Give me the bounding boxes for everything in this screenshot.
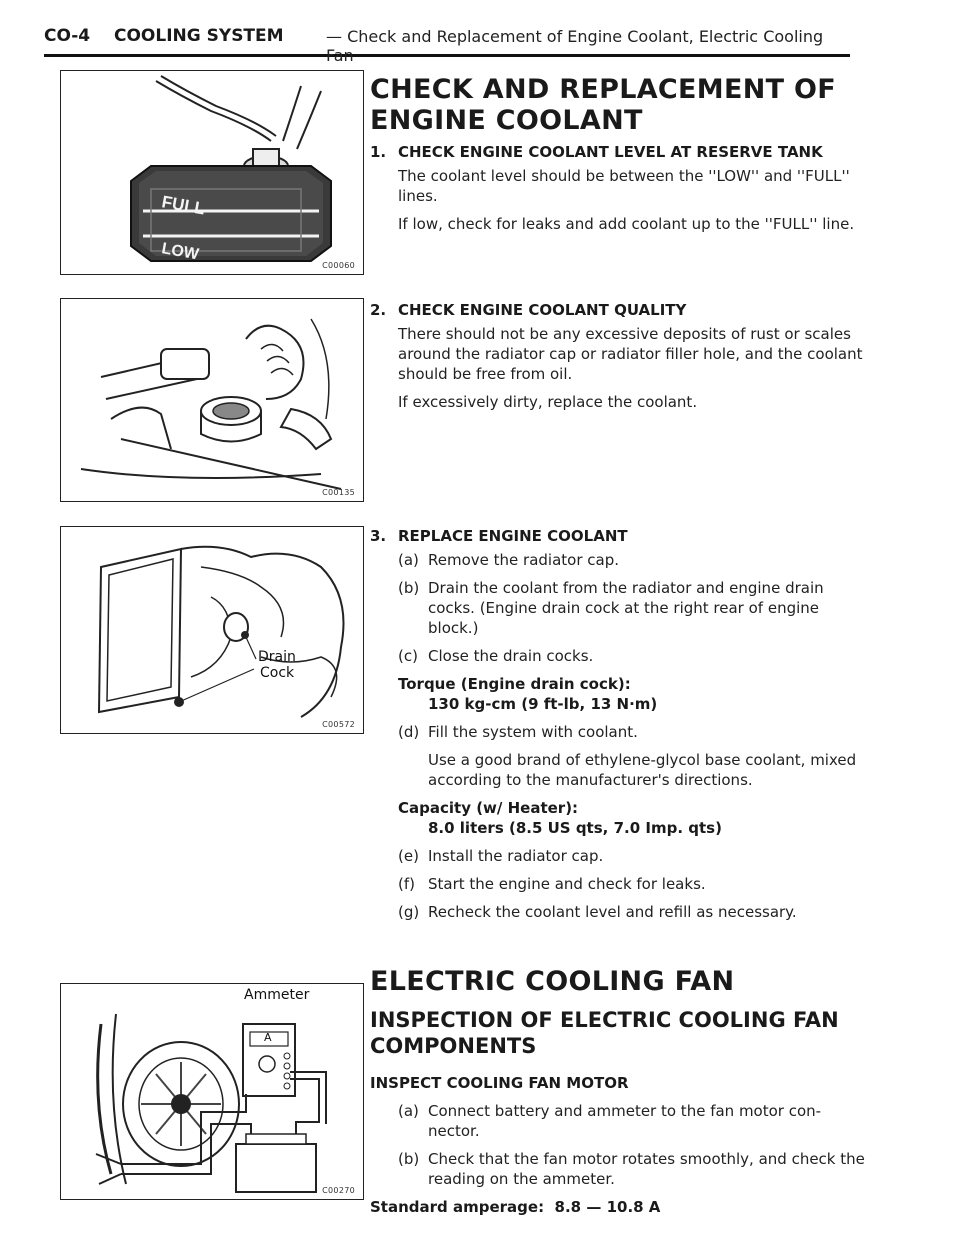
step-1-number: 1. bbox=[370, 143, 387, 161]
item-text: Recheck the coolant level and refill as necessary. bbox=[428, 903, 797, 921]
step-2-para-1: There should not be any excessive deposits of rust or scales around the radiator cap or radiator filler hole, and the coolant should be free from oil. bbox=[398, 325, 863, 383]
item-letter: (a) bbox=[398, 1102, 419, 1120]
step-2-title-text: CHECK ENGINE COOLANT QUALITY bbox=[398, 301, 687, 319]
torque-label: Torque (Engine drain cock): bbox=[398, 675, 631, 693]
fan-item-b bbox=[370, 1149, 870, 1189]
step-3 bbox=[370, 526, 870, 922]
item-text: Start the engine and check for leaks. bbox=[428, 875, 706, 893]
step-3-item-a bbox=[370, 550, 870, 570]
figure-fan-motor-test bbox=[60, 983, 364, 1200]
item-letter: (d) bbox=[398, 723, 420, 741]
item-text: Remove the radiator cap. bbox=[428, 551, 619, 569]
svg-text:LOW: LOW bbox=[160, 240, 201, 264]
fan-subheading-line1: INSPECTION OF ELECTRIC COOLING FAN bbox=[370, 1008, 839, 1032]
inspect-fan-motor-title: INSPECT COOLING FAN MOTOR bbox=[370, 1074, 629, 1092]
cock-label: Cock bbox=[260, 665, 295, 681]
svg-text:FULL: FULL bbox=[160, 192, 207, 219]
figure-drain-cock bbox=[60, 526, 364, 734]
step-3-number: 3. bbox=[370, 527, 387, 545]
item-text: Connect battery and ammeter to the fan motor con-nector. bbox=[428, 1102, 822, 1140]
fan-motor-test-illustration bbox=[61, 984, 363, 1199]
standard-amperage-label: Standard amperage: bbox=[370, 1198, 545, 1216]
fan-heading: ELECTRIC COOLING FAN bbox=[370, 966, 735, 997]
figure-id: C00572 bbox=[322, 720, 355, 729]
step-3-item-b bbox=[370, 578, 870, 638]
section-title: COOLING SYSTEM bbox=[114, 26, 284, 46]
ammeter-label: Ammeter bbox=[244, 987, 310, 1003]
item-text: Check that the fan motor rotates smoothly, and check the reading on the ammeter. bbox=[428, 1150, 865, 1188]
coolant-heading-line1: CHECK AND REPLACEMENT OF bbox=[370, 74, 837, 105]
step-3-item-d-note: Use a good brand of ethylene-glycol base coolant, mixed according to the manufacturer's directions. bbox=[428, 751, 857, 789]
capacity-label: Capacity (w/ Heater): bbox=[398, 799, 579, 817]
step-3-item-f bbox=[370, 874, 870, 894]
page-code: CO-4 bbox=[44, 26, 91, 46]
torque-value: 130 kg-cm (9 ft-lb, 13 N·m) bbox=[428, 695, 658, 713]
coolant-heading bbox=[370, 74, 870, 136]
item-text: Close the drain cocks. bbox=[428, 647, 594, 665]
coolant-section bbox=[370, 74, 870, 136]
item-text: Install the radiator cap. bbox=[428, 847, 604, 865]
step-3-title bbox=[370, 526, 870, 546]
coolant-heading-line2: ENGINE COOLANT bbox=[370, 105, 643, 136]
step-1-para-1: The coolant level should be between the ''LOW'' and ''FULL'' lines. bbox=[398, 167, 850, 205]
reserve-tank-illustration bbox=[61, 71, 363, 274]
drain-cock-illustration bbox=[61, 527, 363, 733]
page-header bbox=[44, 24, 850, 65]
item-letter: (g) bbox=[398, 903, 420, 921]
capacity-value: 8.0 liters (8.5 US qts, 7.0 Imp. qts) bbox=[428, 819, 722, 837]
figure-radiator-filler bbox=[60, 298, 364, 502]
standard-amperage-value: 8.8 — 10.8 A bbox=[554, 1198, 661, 1216]
step-3-item-e bbox=[370, 846, 870, 866]
step-2-number: 2. bbox=[370, 301, 387, 319]
step-1-title bbox=[370, 142, 870, 162]
step-2 bbox=[370, 300, 870, 412]
step-3-item-c bbox=[370, 646, 870, 666]
radiator-filler-illustration bbox=[61, 299, 363, 501]
figure-id: C00135 bbox=[322, 488, 355, 497]
item-text: Drain the coolant from the radiator and engine drain cocks. (Engine drain cock at the right rear of engine block.) bbox=[428, 579, 824, 637]
step-3-title-text: REPLACE ENGINE COOLANT bbox=[398, 527, 628, 545]
fan-subheading-line2: COMPONENTS bbox=[370, 1034, 537, 1058]
drain-cock-label bbox=[258, 649, 296, 681]
fan-subheading bbox=[370, 1007, 870, 1059]
figure-id: C00060 bbox=[322, 261, 355, 270]
figure-id: C00270 bbox=[322, 1186, 355, 1195]
ammeter-a-label: A bbox=[264, 1031, 272, 1044]
item-letter: (e) bbox=[398, 847, 419, 865]
item-letter: (a) bbox=[398, 551, 419, 569]
step-1-para-2: If low, check for leaks and add coolant up to the ''FULL'' line. bbox=[398, 215, 855, 233]
item-text: Fill the system with coolant. bbox=[428, 723, 638, 741]
standard-amperage bbox=[370, 1197, 870, 1217]
fan-section bbox=[370, 966, 870, 1217]
figure-reserve-tank bbox=[60, 70, 364, 275]
item-letter: (f) bbox=[398, 875, 415, 893]
step-1 bbox=[370, 142, 870, 234]
step-2-para-2: If excessively dirty, replace the coolant. bbox=[398, 393, 698, 411]
item-letter: (c) bbox=[398, 647, 418, 665]
step-3-item-d bbox=[370, 722, 870, 742]
fan-item-a bbox=[370, 1101, 870, 1141]
step-1-title-text: CHECK ENGINE COOLANT LEVEL AT RESERVE TANK bbox=[398, 143, 823, 161]
step-2-title bbox=[370, 300, 870, 320]
item-letter: (b) bbox=[398, 579, 420, 597]
step-3-item-g bbox=[370, 902, 870, 922]
item-letter: (b) bbox=[398, 1150, 420, 1168]
section-subtitle: — Check and Replacement of Engine Coolant, Electric Cooling Fan bbox=[326, 27, 824, 65]
drain-label: Drain bbox=[258, 649, 296, 665]
